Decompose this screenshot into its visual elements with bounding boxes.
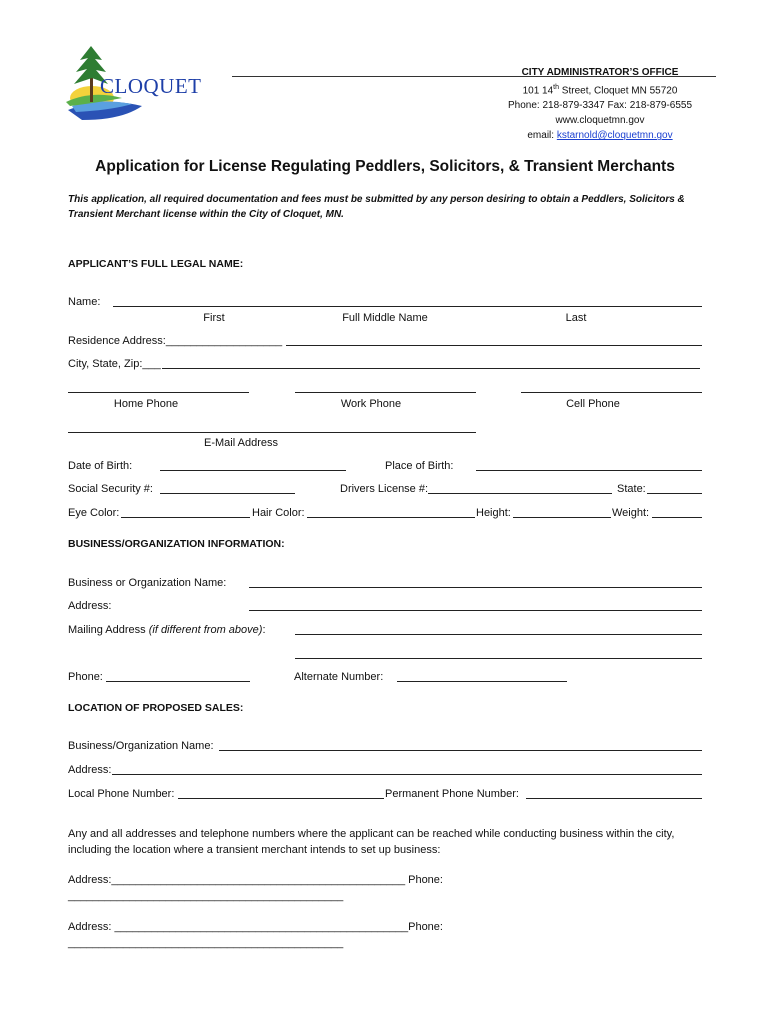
location-address-field[interactable] <box>112 774 702 775</box>
state-field[interactable] <box>647 493 702 494</box>
local-phone-label: Local Phone Number: <box>68 788 175 800</box>
local-phone-field[interactable] <box>178 798 384 799</box>
state-label: State: <box>617 483 646 495</box>
dob-field[interactable] <box>160 470 346 471</box>
business-address-label: Address: <box>68 600 112 612</box>
contact-phone-2-field[interactable]: _____________________________________________ <box>68 937 344 949</box>
alternate-number-field[interactable] <box>397 681 567 682</box>
work-phone-caption: Work Phone <box>340 398 402 410</box>
location-business-name-label: Business/Organization Name: <box>68 740 214 752</box>
mailing-address-label: Mailing Address (if different from above): <box>68 624 266 636</box>
office-title: CITY ADMINISTRATOR’S OFFICE <box>521 67 679 78</box>
form-title: Application for License Regulating Peddlers, Solicitors, & Transient Merchants <box>95 158 675 175</box>
permanent-phone-label: Permanent Phone Number: <box>385 788 519 800</box>
email-link[interactable]: kstarnold@cloquetmn.gov <box>556 130 673 142</box>
mailing-address-field[interactable] <box>295 634 702 635</box>
height-field[interactable] <box>513 517 611 518</box>
weight-field[interactable] <box>652 517 702 518</box>
residence-label: Residence Address:___________________ <box>68 335 283 347</box>
logo-text: CLOQUET <box>100 74 202 98</box>
business-heading: BUSINESS/ORGANIZATION INFORMATION: <box>68 538 285 550</box>
cell-phone-caption: Cell Phone <box>566 398 620 410</box>
hair-color-label: Hair Color: <box>252 507 305 519</box>
ssn-label: Social Security #: <box>68 483 153 495</box>
eye-color-field[interactable] <box>121 517 250 518</box>
name-label: Name: <box>68 296 101 308</box>
business-name-field[interactable] <box>249 587 702 588</box>
business-phone-label: Phone: <box>68 671 103 683</box>
contact-phone-1-field[interactable]: _____________________________________________ <box>68 890 344 902</box>
eye-color-label: Eye Color: <box>68 507 120 519</box>
office-header <box>470 65 730 143</box>
office-email: email: kstarnold@cloquetmn.gov <box>527 130 673 142</box>
email-field[interactable] <box>68 432 476 433</box>
office-phone: Phone: 218-879-3347 Fax: 218-879-6555 <box>507 100 693 112</box>
drivers-license-label: Drivers License #: <box>340 483 429 495</box>
pob-label: Place of Birth: <box>385 460 454 472</box>
city-label: City, State, Zip:___ <box>68 358 161 370</box>
permanent-phone-field[interactable] <box>526 798 702 799</box>
location-business-name-field[interactable] <box>219 750 702 751</box>
hair-color-field[interactable] <box>307 517 475 518</box>
contact-instructions: Any and all addresses and telephone numbers where the applicant can be reached while conducting business within the city, including the location where a transient merchant intends to set up business: <box>68 828 675 856</box>
cell-phone-field[interactable] <box>521 392 702 393</box>
residence-field[interactable] <box>286 345 702 346</box>
weight-label: Weight: <box>612 507 650 519</box>
office-street: 101 14th Street, Cloquet MN 55720 <box>522 84 678 97</box>
dob-label: Date of Birth: <box>68 460 133 472</box>
name-field[interactable] <box>113 306 702 307</box>
contact-address-2[interactable]: Address: ________________________________________________Phone: <box>68 921 443 933</box>
location-heading: LOCATION OF PROPOSED SALES: <box>68 702 244 714</box>
mailing-address-field-2[interactable] <box>295 658 702 659</box>
drivers-license-field[interactable] <box>428 493 612 494</box>
form-intro: This application, all required documentation and fees must be submitted by any person desiring to obtain a Peddlers, Solicitors & Transient Merchant license within the City of Cloquet, MN. <box>68 194 685 220</box>
contact-address-1[interactable]: Address:________________________________________________ Phone: <box>68 874 443 886</box>
alternate-number-label: Alternate Number: <box>294 671 384 683</box>
height-label: Height: <box>476 507 511 519</box>
middle-name-caption: Full Middle Name <box>342 312 428 324</box>
ssn-field[interactable] <box>160 493 295 494</box>
pob-field[interactable] <box>476 470 702 471</box>
home-phone-field[interactable] <box>68 392 249 393</box>
business-phone-field[interactable] <box>106 681 250 682</box>
city-field[interactable] <box>162 368 700 369</box>
first-name-caption: First <box>203 312 225 324</box>
office-website: www.cloquetmn.gov <box>555 115 645 127</box>
location-address-label: Address: <box>68 764 112 776</box>
email-caption: E-Mail Address <box>204 437 278 449</box>
home-phone-caption: Home Phone <box>113 398 179 410</box>
applicant-heading: APPLICANT’S FULL LEGAL NAME: <box>68 258 244 270</box>
last-name-caption: Last <box>565 312 587 324</box>
work-phone-field[interactable] <box>295 392 476 393</box>
business-address-field[interactable] <box>249 610 702 611</box>
city-logo <box>62 40 232 130</box>
business-name-label: Business or Organization Name: <box>68 577 227 589</box>
